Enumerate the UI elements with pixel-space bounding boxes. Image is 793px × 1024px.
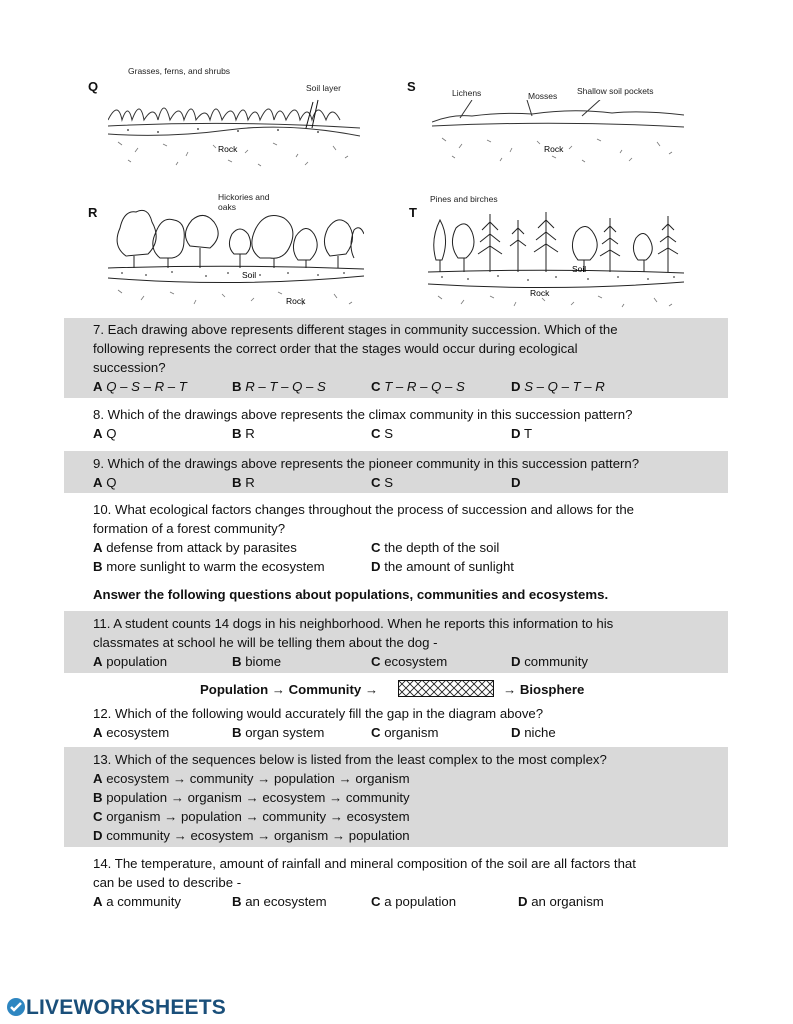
question-9 (64, 451, 728, 493)
q11-line-2: classmates at school he will be telling them about the dog - (93, 635, 438, 650)
q7-line-1: 7. Each drawing above represents different stages in community succession. Which of the (93, 322, 618, 337)
q13-option-c[interactable]: C organism → population → community → ecosystem (93, 809, 410, 824)
q10-line-1: 10. What ecological factors changes throughout the process of succession and allows for the (93, 502, 634, 517)
q12-option-d[interactable]: D niche (511, 725, 556, 740)
label-grasses: Grasses, ferns, and shrubs (128, 66, 231, 76)
q12-option-a[interactable]: A ecosystem (93, 725, 170, 740)
q9-option-b[interactable]: B R (232, 475, 255, 490)
q8-line-1: 8. Which of the drawings above represents the climax community in this succession pattern? (93, 407, 633, 422)
panel-letter-t: T (409, 205, 417, 220)
q9-option-d[interactable]: D (511, 475, 521, 490)
diagram-right-text: → Biosphere (503, 682, 585, 697)
question-8 (64, 405, 728, 447)
q7-option-b[interactable]: B R – T – Q – S (232, 379, 326, 394)
label-rock-t: Rock (530, 288, 550, 298)
q12-option-b[interactable]: B organ system (232, 725, 325, 740)
q11-option-d[interactable]: D community (511, 654, 588, 669)
q9-option-a[interactable]: A Q (93, 475, 117, 490)
q10-option-b[interactable]: B more sunlight to warm the ecosystem (93, 559, 325, 574)
q8-option-a[interactable]: A Q (93, 426, 117, 441)
label-shallow-soil: Shallow soil pockets (577, 86, 654, 96)
q14-line-1: 14. The temperature, amount of rainfall and mineral composition of the soil are all factors that (93, 856, 636, 871)
q10-option-c[interactable]: C the depth of the soil (371, 540, 500, 555)
label-pines: Pines and birches (430, 194, 498, 204)
section-heading: Answer the following questions about populations, communities and ecosystems. (93, 587, 609, 602)
footer-brand: LIVEWORKSHEETS (26, 996, 226, 1019)
question-10 (64, 500, 728, 580)
q10-option-d[interactable]: D the amount of sunlight (371, 559, 514, 574)
q14-option-c[interactable]: C a population (371, 894, 457, 909)
label-lichens: Lichens (452, 88, 482, 98)
question-12 (64, 704, 728, 744)
label-rock-r: Rock (286, 296, 306, 306)
label-soil-t: Soil (572, 264, 587, 274)
q13-line-1: 13. Which of the sequences below is listed from the least complex to the most complex? (93, 752, 607, 767)
panel-q-drawing (108, 90, 360, 170)
q8-option-d[interactable]: D T (511, 426, 533, 441)
q7-option-c[interactable]: C T – R – Q – S (371, 379, 465, 394)
panel-t-drawing (428, 200, 684, 310)
q8-option-b[interactable]: B R (232, 426, 255, 441)
q10-option-a[interactable]: A defense from attack by parasites (93, 540, 297, 555)
panel-s-drawing (432, 100, 684, 170)
q7-option-a[interactable]: A Q – S – R – T (93, 379, 187, 394)
diagram-left-text: Population → Community → (200, 682, 379, 697)
q11-option-b[interactable]: B biome (232, 654, 282, 669)
q11-option-c[interactable]: C ecosystem (371, 654, 448, 669)
q14-option-a[interactable]: A a community (93, 894, 181, 909)
panel-letter-q: Q (88, 79, 99, 94)
q12-option-c[interactable]: C organism (371, 725, 439, 740)
q10-line-2: formation of a forest community? (93, 521, 286, 536)
q12-line-1: 12. Which of the following would accurately fill the gap in the diagram above? (93, 706, 544, 721)
q9-line-1: 9. Which of the drawings above represents the pioneer community in this succession pattern? (93, 456, 640, 471)
question-13 (64, 747, 728, 847)
q8-option-c[interactable]: C S (371, 426, 393, 441)
panel-letter-s: S (407, 79, 416, 94)
liveworksheets-logo[interactable] (6, 996, 226, 1020)
q14-line-2: can be used to describe - (93, 875, 242, 890)
q13-option-d[interactable]: D community → ecosystem → organism → population (93, 828, 410, 843)
label-hickories: Hickories and oaks (218, 192, 270, 212)
question-14 (64, 854, 728, 916)
q14-option-b[interactable]: B an ecosystem (232, 894, 327, 909)
diagram-gap-box (398, 680, 494, 697)
label-soil-r: Soil (242, 270, 257, 280)
q7-option-d[interactable]: D S – Q – T – R (511, 379, 605, 394)
panel-r-drawing (108, 196, 364, 308)
q13-option-b[interactable]: B population → organism → ecosystem → community (93, 790, 410, 805)
question-11 (64, 611, 728, 673)
q11-line-1: 11. A student counts 14 dogs in his neighborhood. When he reports this information to his (93, 616, 614, 631)
question-7 (64, 318, 728, 398)
panel-letter-r: R (88, 205, 98, 220)
label-mosses: Mosses (528, 91, 558, 101)
q9-option-c[interactable]: C S (371, 475, 393, 490)
q11-option-a[interactable]: A population (93, 654, 168, 669)
label-rock-s: Rock (544, 144, 564, 154)
label-soil-layer: Soil layer (306, 83, 341, 93)
label-rock-q: Rock (218, 144, 238, 154)
q14-option-d[interactable]: D an organism (518, 894, 604, 909)
q13-option-a[interactable]: A ecosystem → community → population → organism (93, 771, 410, 786)
q7-line-2: following represents the correct order that the stages would occur during ecological (93, 341, 578, 356)
q7-line-3: succession? (93, 360, 166, 375)
liveworksheets-icon (6, 997, 26, 1017)
